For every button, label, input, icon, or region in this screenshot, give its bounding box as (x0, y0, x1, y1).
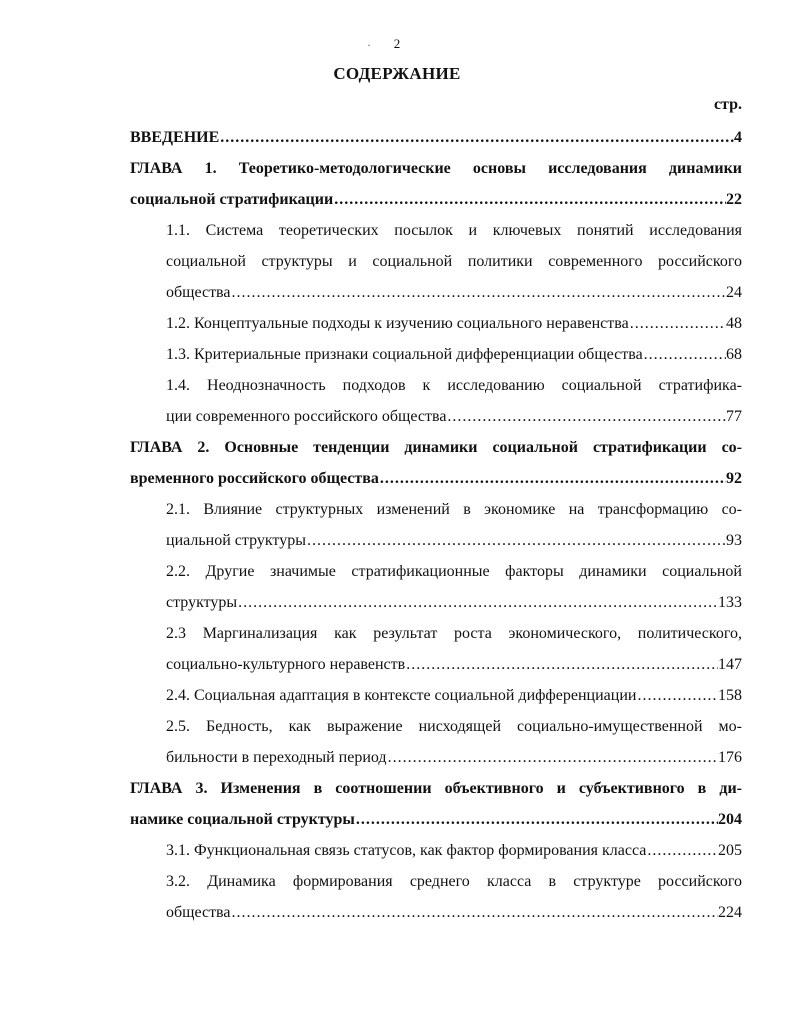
toc-page-number: 176 (718, 749, 742, 766)
page-column-label: стр. (713, 96, 742, 113)
toc-entry-leader-line (130, 122, 742, 153)
toc-chapter (130, 773, 742, 835)
toc-entry-title: социальной стратификации (130, 191, 334, 208)
toc-section (130, 866, 742, 928)
toc-entry-text-line: 2.5. Бедность, как выражение нисходящей социально-имущественной мо- (166, 718, 742, 735)
toc-entry-text-line: 3.2. Динамика формирования среднего класса в структуре российского (166, 873, 742, 890)
dot-leader (646, 835, 718, 866)
dot-leader (333, 184, 726, 215)
toc-entry-text-line: ГЛАВА 1. Теоретико-методологические основы исследования динамики (130, 160, 742, 177)
toc-entry-leader-line (166, 308, 742, 339)
toc-entry-leader-line (166, 649, 742, 680)
toc-entry-text-line: 2.2. Другие значимые стратификационные факторы динамики социальной (166, 563, 742, 580)
toc-entry-title: 3.1. Функциональная связь статусов, как фактор формирования класса (166, 842, 647, 859)
toc-entry-title: 2.4. Социальная адаптация в контексте социальной дифференциации (166, 687, 637, 704)
toc-page-number: 93 (726, 532, 742, 549)
toc-page-number: 204 (718, 811, 742, 828)
toc-entry-title: 1.3. Критериальные признаки социальной дифференциации общества (166, 346, 643, 363)
toc-entry-title: ции современного российского общества (166, 408, 447, 425)
toc-section (130, 680, 742, 711)
toc-entry-text-line: 1.1. Система теоретических посылок и ключевых понятий исследования (166, 222, 742, 239)
toc-entry-title: временного российского общества (130, 470, 379, 487)
dot-leader (643, 339, 726, 370)
dot-leader (387, 742, 718, 773)
toc-page-number: 22 (726, 191, 742, 208)
toc-entry-title: общества (166, 904, 231, 921)
toc-page-number: 24 (726, 284, 742, 301)
dot-leader (446, 401, 726, 432)
dot-leader (355, 804, 718, 835)
toc-entry-title: структуры (166, 594, 238, 611)
toc-page-number: 77 (726, 408, 742, 425)
toc-entry-title: ВВЕДЕНИЕ (130, 129, 220, 146)
toc-entry-title: 1.2. Концептуальные подходы к изучению социального неравенства (166, 315, 629, 332)
toc-section (130, 618, 742, 680)
toc-page-number: 4 (734, 129, 742, 146)
toc-page-number: 158 (718, 687, 742, 704)
scan-speck: · (367, 38, 371, 52)
toc-chapter (130, 432, 742, 494)
toc-entry-text-line: 1.4. Неоднозначность подходов к исследованию социальной стратифика- (166, 377, 742, 394)
dot-leader (405, 649, 718, 680)
toc-page-number: 147 (718, 656, 742, 673)
toc-page-number: 92 (726, 470, 742, 487)
toc-entry-text-line: 2.3 Маргинализация как результат роста экономического, политического, (166, 625, 742, 642)
dot-leader (231, 897, 719, 928)
toc-entry-leader-line (130, 184, 742, 215)
toc-entry-leader-line (166, 680, 742, 711)
toc-entry-text-line: ГЛАВА 2. Основные тенденции динамики социальной стратификации со- (130, 439, 742, 456)
page-number: 2 (393, 36, 401, 51)
toc-entry-leader-line (166, 339, 742, 370)
table-of-contents (130, 122, 742, 928)
toc-entry-leader-line (166, 525, 742, 556)
toc-section (130, 308, 742, 339)
toc-entry-title: намике социальной структуры (130, 811, 355, 828)
toc-entry-leader-line (130, 463, 742, 494)
toc-entry-leader-line (166, 897, 742, 928)
toc-section (130, 215, 742, 308)
dot-leader (231, 277, 727, 308)
toc-section (130, 494, 742, 556)
toc-entry-title: бильности в переходный период (166, 749, 387, 766)
dot-leader (379, 463, 726, 494)
dot-leader (636, 680, 718, 711)
toc-entry-text-line: социальной структуры и социальной политики современного российского (166, 253, 742, 270)
toc-entry-leader-line (166, 277, 742, 308)
toc-entry-title: социально-культурного неравенств (166, 656, 406, 673)
toc-section (130, 370, 742, 432)
toc-entry-title: циальной структуры (166, 532, 306, 549)
toc-page-number: 133 (718, 594, 742, 611)
toc-entry-leader-line (130, 804, 742, 835)
dot-leader (306, 525, 726, 556)
page-title: СОДЕРЖАНИЕ (333, 64, 461, 83)
toc-chapter (130, 153, 742, 215)
dot-leader (237, 587, 718, 618)
toc-entry-leader-line (166, 587, 742, 618)
toc-entry-leader-line (166, 401, 742, 432)
toc-entry-leader-line (166, 742, 742, 773)
toc-section (130, 835, 742, 866)
toc-entry-title: общества (166, 284, 231, 301)
toc-page-number: 224 (718, 904, 742, 921)
toc-chapter (130, 122, 742, 153)
toc-entry-text-line: ГЛАВА 3. Изменения в соотношении объективного и субъективного в ди- (130, 780, 742, 797)
toc-entry-text-line: 2.1. Влияние структурных изменений в экономике на трансформацию со- (166, 501, 742, 518)
toc-entry-leader-line (166, 835, 742, 866)
dot-leader (629, 308, 726, 339)
dot-leader (219, 122, 734, 153)
toc-page-number: 48 (726, 315, 742, 332)
toc-page-number: 205 (718, 842, 742, 859)
toc-section (130, 556, 742, 618)
toc-section (130, 711, 742, 773)
toc-page-number: 68 (726, 346, 742, 363)
toc-section (130, 339, 742, 370)
